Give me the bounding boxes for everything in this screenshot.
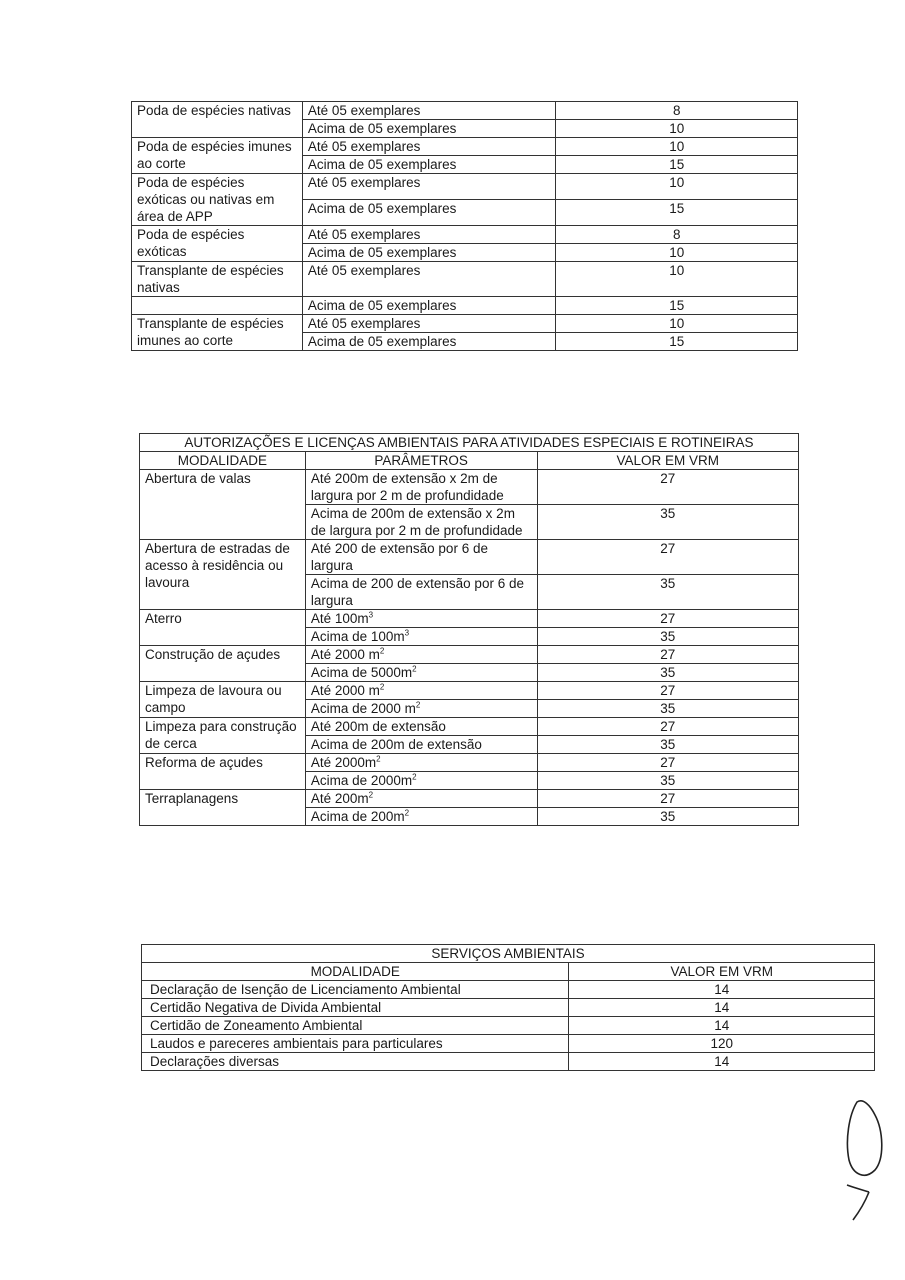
valor-cell: 35 [537,700,799,718]
modalidade-cell: Limpeza de lavoura ou campo [140,682,306,718]
valor-cell: 27 [537,682,799,700]
valor-cell: 10 [556,120,798,138]
modalidade-cell: Certidão Negativa de Divida Ambiental [142,999,569,1017]
modalidade-cell: Declaração de Isenção de Licenciamento Ambiental [142,981,569,999]
table-row [142,1035,875,1053]
parametro-text: Acima de 05 exemplares [307,334,457,349]
parametro-text: Acima de 200m de extensão [310,737,482,752]
parametro-cell [302,102,556,120]
parametro-text: Acima de 05 exemplares [307,157,457,172]
parametro-cell [302,156,556,174]
valor-cell: 15 [556,200,798,226]
modalidade-cell: Poda de espécies exóticas ou nativas em área de APP [132,174,303,226]
superscript: 2 [376,754,381,764]
valor-cell: 8 [556,102,798,120]
superscript: 2 [379,682,385,692]
table-title: SERVIÇOS AMBIENTAIS [142,945,875,963]
parametro-cell [302,200,556,226]
table-row [140,718,799,736]
parametro-cell [305,540,537,575]
table-row [140,754,799,772]
modalidade-cell: Laudos e pareceres ambientais para particulares [142,1035,569,1053]
parametro-cell [302,226,556,244]
modalidade-cell: Aterro [140,610,306,646]
valor-cell: 10 [556,262,798,297]
superscript: 3 [368,610,374,620]
parametro-cell [302,333,556,351]
modalidade-cell: Construção de açudes [140,646,306,682]
parametro-cell [305,790,537,808]
valor-cell: 15 [556,156,798,174]
valor-cell: 35 [537,575,799,610]
parametro-text: Até 05 exemplares [307,103,421,118]
parametro-text: Acima de 05 exemplares [307,298,457,313]
header-parametros: PARÂMETROS [305,452,537,470]
table-title: AUTORIZAÇÕES E LICENÇAS AMBIENTAIS PARA ATIVIDADES ESPECIAIS E ROTINEIRAS [140,434,799,452]
valor-cell: 120 [569,1035,875,1053]
valor-cell: 14 [569,981,875,999]
parametro-text: Acima de 05 exemplares [307,245,457,260]
parametro-cell [302,138,556,156]
superscript: 3 [404,628,410,638]
parametro-text: Acima de 2000 m [310,701,416,716]
parametro-cell [305,772,537,790]
parametro-cell [302,120,556,138]
header-modalidade: MODALIDADE [142,963,569,981]
parametro-cell [305,575,537,610]
parametro-cell [302,315,556,333]
table-row [132,226,798,244]
valor-cell: 35 [537,664,799,682]
valor-cell: 35 [537,628,799,646]
parametro-cell [305,718,537,736]
valor-cell: 27 [537,470,799,505]
valor-cell: 14 [569,1053,875,1071]
parametro-cell [305,700,537,718]
parametro-cell [305,628,537,646]
modalidade-cell: Terraplanagens [140,790,306,826]
table-row [142,981,875,999]
valor-cell: 35 [537,808,799,826]
modalidade-cell: Reforma de açudes [140,754,306,790]
valor-cell: 10 [556,174,798,200]
modalidade-cell: Limpeza para construção de cerca [140,718,306,754]
table-row [140,610,799,628]
valor-cell: 27 [537,718,799,736]
superscript: 2 [412,664,417,674]
parametro-text: Até 200m de extensão [310,719,446,734]
parametro-cell [302,297,556,315]
modalidade-cell: Abertura de valas [140,470,306,540]
superscript: 2 [415,700,421,710]
valor-cell: 35 [537,772,799,790]
parametro-cell [305,682,537,700]
table-row [142,1017,875,1035]
parametro-text: Acima de 05 exemplares [307,121,457,136]
modalidade-cell: Poda de espécies exóticas [132,226,303,262]
valor-cell: 15 [556,333,798,351]
modalidade-cell: Transplante de espécies nativas [132,262,303,297]
parametro-text: Até 100m [310,611,369,626]
table-header-row [140,452,799,470]
modalidade-cell: Declarações diversas [142,1053,569,1071]
modalidade-cell: Poda de espécies nativas [132,102,303,138]
valor-cell: 35 [537,736,799,754]
parametro-cell [305,664,537,682]
valor-cell: 27 [537,610,799,628]
table-row [140,790,799,808]
handwritten-signature [835,1090,895,1240]
superscript: 2 [412,772,417,782]
parametro-cell [305,736,537,754]
parametro-cell [302,244,556,262]
modalidade-cell: Abertura de estradas de acesso à residência ou lavoura [140,540,306,610]
header-valor: VALOR EM VRM [537,452,799,470]
parametro-cell [302,262,556,297]
valor-cell: 35 [537,505,799,540]
parametro-cell [305,470,537,505]
parametro-cell [305,646,537,664]
parametro-text: Acima de 100m [310,629,405,644]
table-row [132,102,798,120]
parametro-text: Até 200 de extensão por 6 de largura [310,541,488,573]
valor-cell: 10 [556,315,798,333]
modalidade-cell: Poda de espécies imunes ao corte [132,138,303,174]
parametro-cell [305,610,537,628]
parametro-text: Até 2000m [310,755,377,770]
table-row [132,138,798,156]
parametro-text: Até 05 exemplares [307,263,421,278]
table-row [142,1053,875,1071]
table-header-row [142,963,875,981]
valor-cell: 10 [556,244,798,262]
table-row [132,315,798,333]
table-row [140,682,799,700]
parametro-text: Acima de 05 exemplares [307,201,457,216]
parametro-text: Acima de 200m [310,809,405,824]
parametro-cell [305,808,537,826]
table-title-row [142,945,875,963]
modalidade-cell: Certidão de Zoneamento Ambiental [142,1017,569,1035]
valor-cell: 15 [556,297,798,315]
table-row [140,470,799,505]
table-row [140,646,799,664]
table-row [132,174,798,200]
parametro-cell [305,754,537,772]
valor-cell: 27 [537,646,799,664]
modalidade-cell [132,297,303,315]
header-valor: VALOR EM VRM [569,963,875,981]
parametro-text: Até 05 exemplares [307,227,421,242]
parametro-text: Até 200m de extensão x 2m de largura por 2 m de profundidade [310,471,504,503]
valor-cell: 27 [537,754,799,772]
valor-cell: 27 [537,790,799,808]
superscript: 2 [379,646,385,656]
autorizacoes-licencas-table [139,433,799,826]
parametro-text: Acima de 2000m [310,773,413,788]
superscript: 2 [404,808,410,818]
poda-transplante-table [131,101,798,351]
table-row [132,262,798,297]
superscript: 2 [368,790,374,800]
header-modalidade: MODALIDADE [140,452,306,470]
servicos-ambientais-table [141,944,875,1071]
valor-cell: 27 [537,540,799,575]
parametro-cell [302,174,556,200]
parametro-text: Acima de 200 de extensão por 6 de largura [310,576,524,608]
table-row [132,297,798,315]
parametro-text: Até 2000 m [310,647,380,662]
parametro-text: Até 05 exemplares [307,139,421,154]
valor-cell: 14 [569,1017,875,1035]
valor-cell: 8 [556,226,798,244]
parametro-text: Até 05 exemplares [307,316,421,331]
valor-cell: 14 [569,999,875,1017]
parametro-cell [305,505,537,540]
parametro-text: Até 05 exemplares [307,175,421,190]
valor-cell: 10 [556,138,798,156]
table-row [140,540,799,575]
parametro-text: Até 2000 m [310,683,380,698]
parametro-text: Acima de 200m de extensão x 2m de largura por 2 m de profundidade [310,506,523,538]
table-row [142,999,875,1017]
table-title-row [140,434,799,452]
parametro-text: Até 200m [310,791,369,806]
modalidade-cell: Transplante de espécies imunes ao corte [132,315,303,351]
parametro-text: Acima de 5000m [310,665,413,680]
